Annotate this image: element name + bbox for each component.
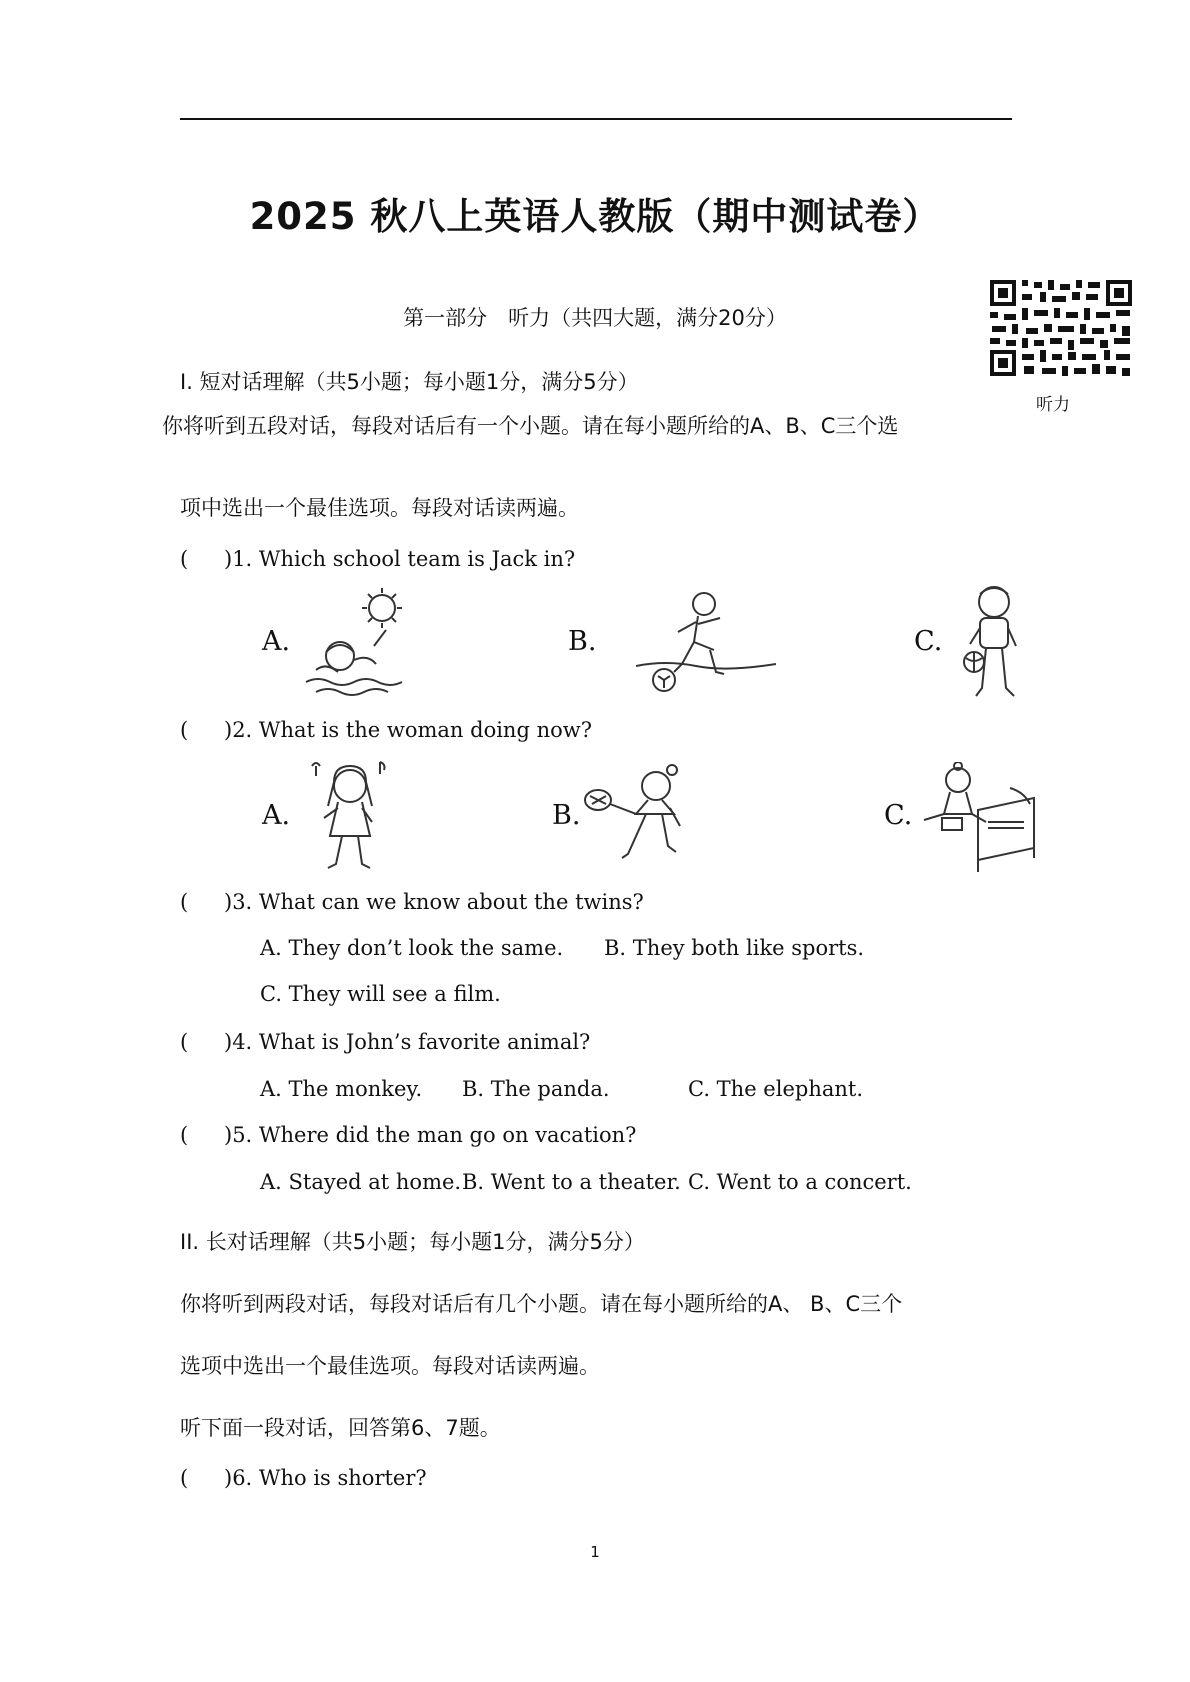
answer-bracket[interactable]: ( [180,1030,189,1054]
soccer-boy-icon [636,588,776,698]
question-6: )6. Who is shorter? [224,1466,427,1490]
section-2-instruction-cont: 选项中选出一个最佳选项。每段对话读两遍。 [180,1354,600,1378]
option-a-label: A. [262,626,291,657]
question-1: )1. Which school team is Jack in? [224,547,576,571]
section-1-instruction: 你将听到五段对话，每段对话后有一个小题。请在每小题所给的A、B、C三个选 [162,414,899,438]
part-one-heading: 第一部分 听力（共四大题，满分20分） [403,306,787,330]
question-3-option-b[interactable]: B. They both like sports. [604,936,865,960]
swimming-boy-icon [296,586,408,702]
page-number: 1 [590,1543,600,1561]
question-5-option-b[interactable]: B. Went to a theater. [462,1170,681,1194]
listen-note: 听下面一段对话，回答第6、7题。 [180,1416,501,1440]
option-b-label: B. [568,626,597,657]
answer-bracket[interactable]: ( [180,718,189,742]
question-4-option-a[interactable]: A. The monkey. [260,1077,423,1101]
answer-bracket[interactable]: ( [180,1123,189,1147]
question-2: )2. What is the woman doing now? [224,718,592,742]
section-2-instruction: 你将听到两段对话，每段对话后有几个小题。请在每小题所给的A、 B、C三个 [180,1292,903,1316]
question-5: )5. Where did the man go on vacation? [224,1123,637,1147]
tv-watching-girl-icon [918,762,1042,874]
option-a-label: A. [262,800,291,831]
tennis-girl-icon [582,764,692,870]
option-c-label: C. [884,800,913,831]
question-5-option-a[interactable]: A. Stayed at home. [260,1170,462,1194]
answer-bracket[interactable]: ( [180,1466,189,1490]
qr-label: 听力 [1036,395,1070,415]
section-2-heading: II. 长对话理解（共5小题；每小题1分，满分5分） [180,1230,645,1254]
section-1-instruction-cont: 项中选出一个最佳选项。每段对话读两遍。 [180,496,579,520]
question-4-option-c[interactable]: C. The elephant. [688,1077,864,1101]
basketball-boy-icon [958,584,1028,704]
question-3-option-a[interactable]: A. They don’t look the same. [260,936,564,960]
option-c-label: C. [914,626,943,657]
question-4-option-b[interactable]: B. The panda. [462,1077,610,1101]
header-rule [180,118,1012,120]
question-5-option-c[interactable]: C. Went to a concert. [688,1170,912,1194]
page-title: 2025 秋八上英语人教版（期中测试卷） [249,195,941,238]
answer-bracket[interactable]: ( [180,890,189,914]
option-b-label: B. [552,800,581,831]
answer-bracket[interactable]: ( [180,547,189,571]
section-1-heading: I. 短对话理解（共5小题；每小题1分，满分5分） [180,370,639,394]
question-3-option-c[interactable]: C. They will see a film. [260,982,501,1006]
question-4: )4. What is John’s favorite animal? [224,1030,591,1054]
qr-code-icon [988,278,1134,378]
singing-girl-icon [306,758,390,872]
question-3: )3. What can we know about the twins? [224,890,644,914]
